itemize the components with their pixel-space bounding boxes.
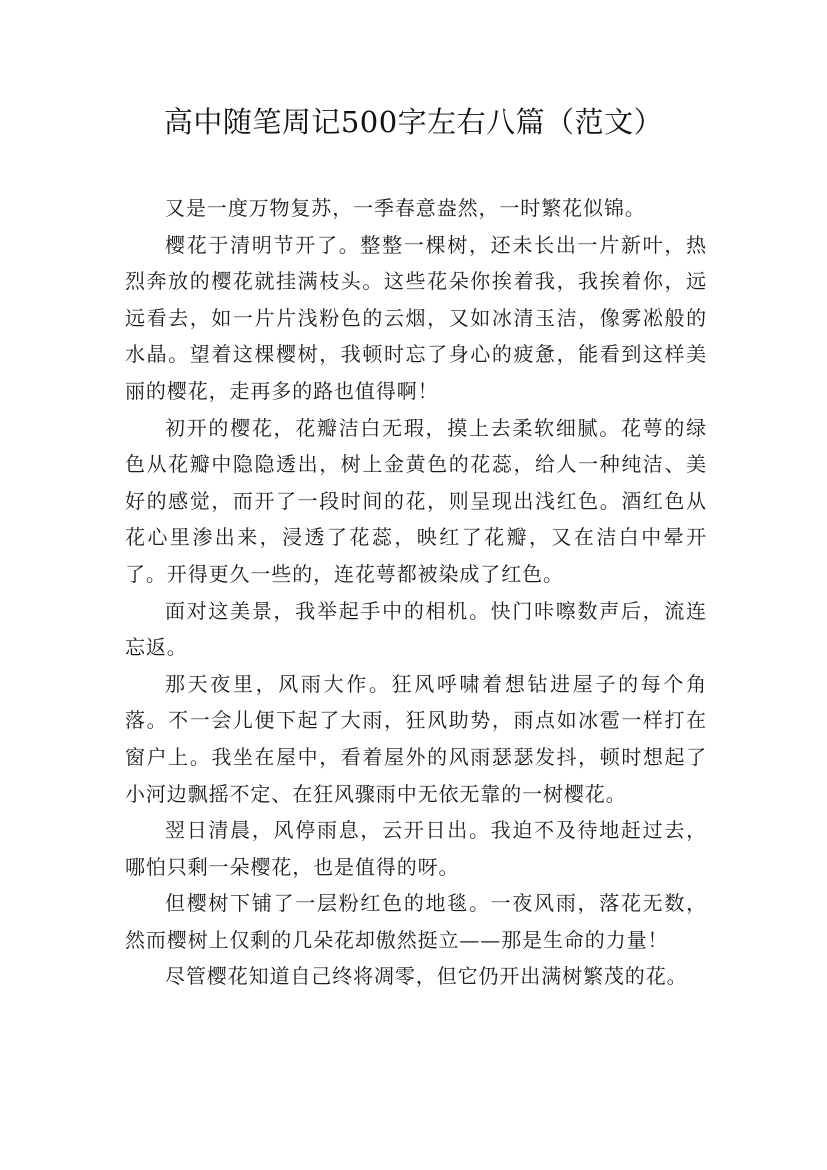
paragraph-6: 翌日清晨，风停雨息，云开日出。我迫不及待地赶过去，哪怕只剩一朵樱花，也是值得的呀。 [125,818,707,879]
document-title: 高中随笔周记500字左右八篇（范文） [163,105,664,139]
paragraph-4: 面对这美景，我举起手中的相机。快门咔嚓数声后，流连忘返。 [125,598,707,660]
paragraph-8: 尽管樱花知道自己终将凋零，但它仍开出满树繁茂的花。 [165,964,688,989]
paragraph-5: 那天夜里，风雨大作。狂风呼啸着想钻进屋子的每个角落。不一会儿便下起了大雨，狂风助势，雨点如冰雹一样打在窗户上。我坐在屋中，看着屋外的风雨瑟瑟发抖，顿时想起了小河边飘摇不定、在狂风骤雨中无依无靠的一树樱花。 [125,671,707,806]
paragraph-2: 樱花于清明节开了。整整一棵树，还未长出一片新叶，热烈奔放的樱花就挂满枝头。这些花朵你挨着我，我挨着你，远远看去，如一片片浅粉色的云烟，又如冰清玉洁，像雾凇般的水晶。望着这棵樱树，我顿时忘了身心的疲惫，能看到这样美丽的樱花，走再多的路也值得啊！ [125,232,707,403]
paragraph-1: 又是一度万物复苏，一季春意盎然，一时繁花似锦。 [165,196,646,220]
paragraph-7: 但樱树下铺了一层粉红色的地毯。一夜风雨，落花无数，然而樱树上仅剩的几朵花却傲然挺立——那是生命的力量！ [125,891,707,952]
paragraph-3: 初开的樱花，花瓣洁白无瑕，摸上去柔软细腻。花萼的绿色从花瓣中隐隐透出，树上金黄色的花蕊，给人一种纯洁、美好的感觉，而开了一段时间的花，则呈现出浅红色。酒红色从花心里渗出来，浸透了花蕊，映红了花瓣，又在洁白中晕开了。开得更久一些的，连花萼都被染成了红色。 [125,415,707,586]
document-body [125,190,707,995]
